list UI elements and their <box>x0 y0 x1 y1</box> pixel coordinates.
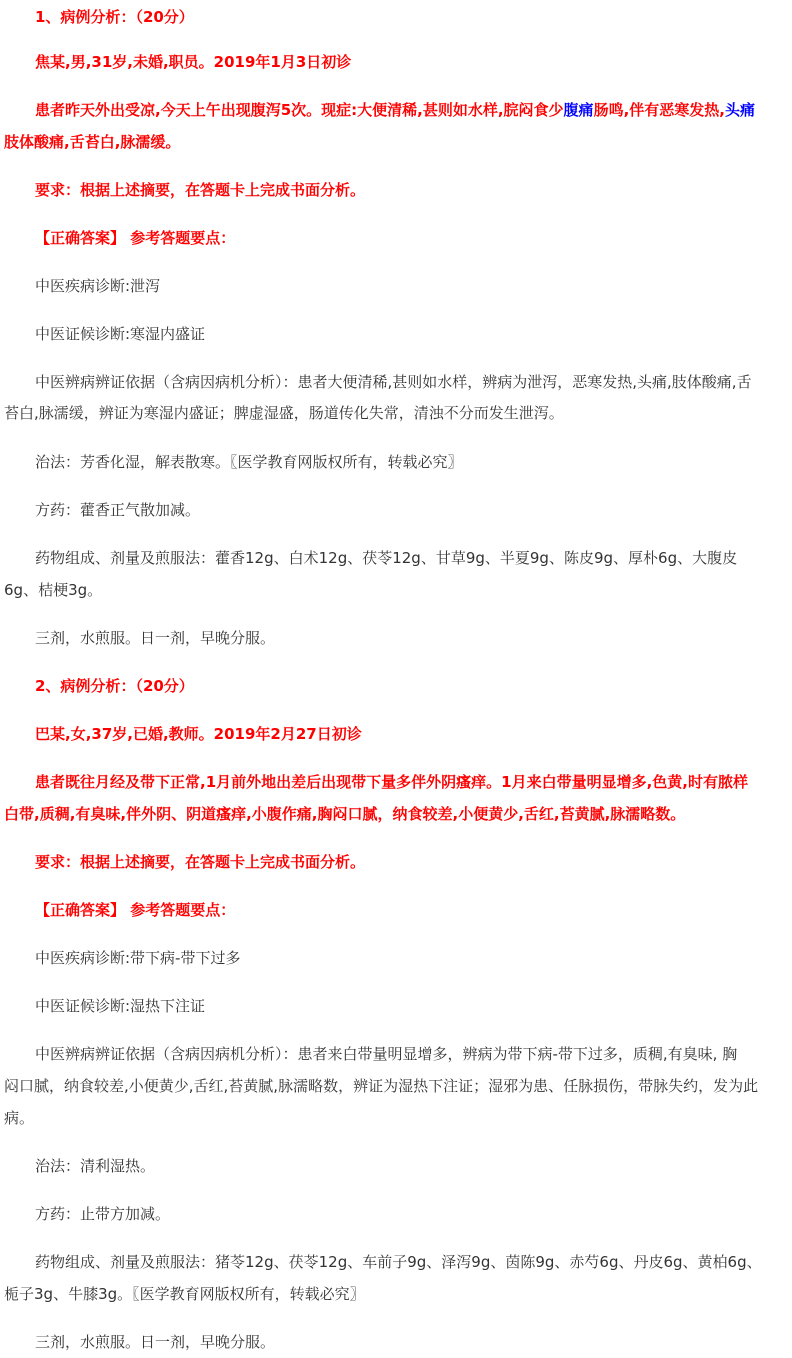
case2-treatment: 治法：清利湿热。 <box>35 1157 156 1175</box>
case1-syndrome-diagnosis: 中医证候诊断:寒湿内盛证 <box>35 325 206 343</box>
case1-basis-cont: 苔白,脉濡缓，辨证为寒湿内盛证；脾虚湿盛，肠道传化失常，清浊不分而发生泄泻。 <box>4 404 564 422</box>
case2-basis: 中医辨病辨证依据（含病因病机分析）：患者来白带量明显增多，辨病为带下病-带下过多，质稠,有臭味, 胸 <box>35 1045 738 1063</box>
case2-composition-cont: 栀子3g、牛膝3g。〖医学教育网版权所有，转载必究〗 <box>4 1285 365 1303</box>
case2-history: 患者既往月经及带下正常,1月前外地出差后出现带下量多伴外阴瘙痒。1月来白带量明显增多,色黄,时有脓样 <box>35 773 748 791</box>
case1-history: 患者昨天外出受凉,今天上午出现腹泻5次。现症:大便清稀,甚则如水样,脘闷食少腹痛肠鸣,伴有恶寒发热,头痛 <box>35 101 755 119</box>
case2-history-cont: 白带,质稠,有臭味,伴外阴、阴道瘙痒,小腹作痛,胸闷口腻，纳食较差,小便黄少,舌红,苔黄腻,脉濡略数。 <box>4 805 686 823</box>
case1-composition: 药物组成、剂量及煎服法：藿香12g、白术12g、茯苓12g、甘草9g、半夏9g、陈皮9g、厚朴6g、大腹皮 <box>35 549 738 567</box>
highlight-headache: 头痛 <box>724 101 755 119</box>
case2-basis-cont2: 病。 <box>4 1109 35 1127</box>
case1-answer-title: 【正确答案】 参考答题要点： <box>35 229 236 247</box>
case1-basis: 中医辨病辨证依据（含病因病机分析）：患者大便清稀,甚则如水样，辨病为泄泻，恶寒发热,头痛,肢体酸痛,舌 <box>35 373 752 391</box>
case2-composition: 药物组成、剂量及煎服法：猪苓12g、茯苓12g、车前子9g、泽泻9g、茵陈9g、赤芍6g、丹皮6g、黄柏6g、 <box>35 1253 762 1271</box>
case1-disease-diagnosis: 中医疾病诊断:泄泻 <box>35 277 161 295</box>
case1-formula: 方药：藿香正气散加减。 <box>35 501 201 519</box>
case2-answer-title: 【正确答案】 参考答题要点： <box>35 901 236 919</box>
case2-dosage: 三剂，水煎服。日一剂，早晚分服。 <box>35 1333 276 1351</box>
highlight-abdominal-pain: 腹痛 <box>563 101 594 119</box>
case1-patient-info: 焦某,男,31岁,未婚,职员。2019年1月3日初诊 <box>35 53 352 71</box>
case2-patient-info: 巴某,女,37岁,已婚,教师。2019年2月27日初诊 <box>35 725 362 743</box>
case1-heading: 1、病例分析：（20分） <box>35 8 194 26</box>
case1-treatment: 治法：芳香化湿，解表散寒。〖医学教育网版权所有，转载必究〗 <box>35 453 463 471</box>
case1-requirement: 要求：根据上述摘要，在答题卡上完成书面分析。 <box>35 181 366 199</box>
case2-syndrome-diagnosis: 中医证候诊断:湿热下注证 <box>35 997 206 1015</box>
case2-basis-cont: 闷口腻，纳食较差,小便黄少,舌红,苔黄腻,脉濡略数，辨证为湿热下注证；湿邪为患、任脉损伤，带脉失约，发为此 <box>4 1077 759 1095</box>
case2-formula: 方药：止带方加减。 <box>35 1205 171 1223</box>
case2-requirement: 要求：根据上述摘要，在答题卡上完成书面分析。 <box>35 853 366 871</box>
case1-history-cont: 肢体酸痛,舌苔白,脉濡缓。 <box>4 133 181 151</box>
case2-disease-diagnosis: 中医疾病诊断:带下病-带下过多 <box>35 949 241 967</box>
case1-composition-cont: 6g、桔梗3g。 <box>4 581 103 599</box>
case1-dosage: 三剂，水煎服。日一剂，早晚分服。 <box>35 629 276 647</box>
case2-heading: 2、病例分析：（20分） <box>35 677 194 695</box>
